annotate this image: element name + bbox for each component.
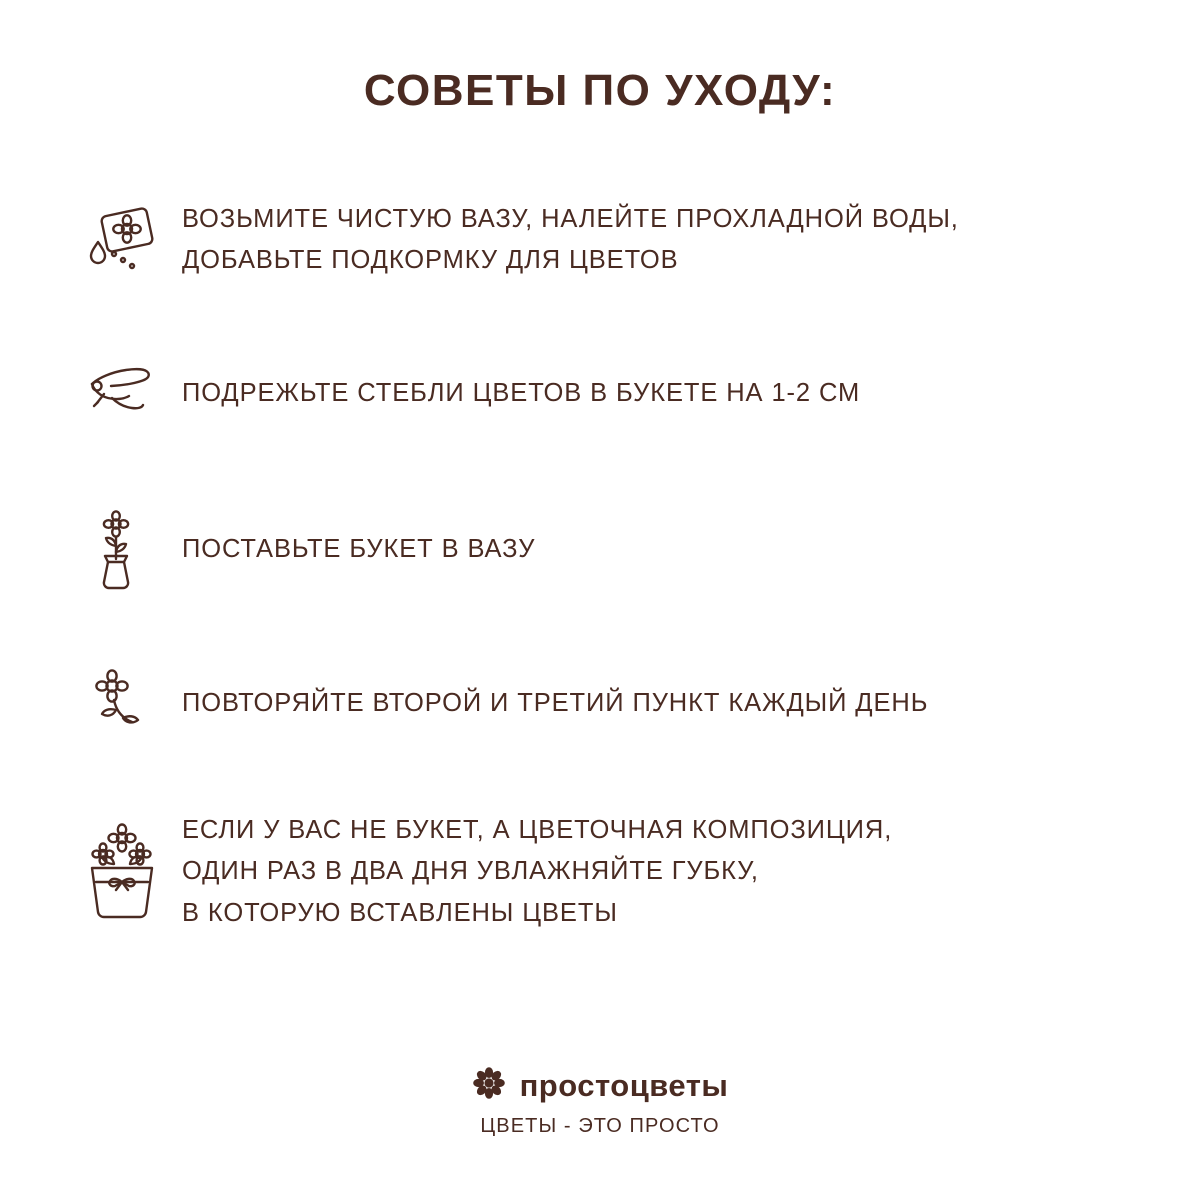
list-item [0,810,1200,934]
page-title: СОВЕТЫ ПО УХОДУ: [363,66,837,115]
flower-icon [62,660,182,748]
list-item-line: ПОСТАВЬТЕ БУКЕТ В ВАЗУ [182,535,536,564]
list-item [0,190,1200,290]
list-item-line: ПОВТОРЯЙТЕ ВТОРОЙ И ТРЕТИЙ ПУНКТ КАЖДЫЙ ДЕНЬ [182,689,929,718]
list-item [0,344,1200,444]
list-item [0,654,1200,754]
list-item-line: ВОЗЬМИТЕ ЧИСТУЮ ВАЗУ, НАЛЕЙТЕ ПРОХЛАДНОЙ ВОДЫ, [182,204,959,233]
brand-name: простоцветы [519,1067,729,1103]
list-item-text [182,810,892,934]
flower-logo-icon [472,1066,506,1105]
list-item-text [182,199,959,282]
flower-basket-icon [62,820,182,924]
list-item [0,500,1200,600]
pruning-shears-icon [62,350,182,438]
list-item-line: ЕСЛИ У ВАС НЕ БУКЕТ, А ЦВЕТОЧНАЯ КОМПОЗИЦИЯ, [182,816,893,844]
list-item-text [182,373,860,414]
list-item-line: ДОБАВЬТЕ ПОДКОРМКУ ДЛЯ ЦВЕТОВ [182,246,679,274]
flower-food-packet-icon [62,196,182,284]
tips-list [0,190,1200,1200]
list-item-text [182,529,535,570]
flower-in-vase-icon [62,506,182,594]
list-item-text [182,683,928,724]
list-item-line: ПОДРЕЖЬТЕ СТЕБЛИ ЦВЕТОВ В БУКЕТЕ НА 1-2 СМ [182,379,861,408]
list-item-line: ОДИН РАЗ В ДВА ДНЯ УВЛАЖНЯЙТЕ ГУБКУ, [182,857,759,886]
brand-logo [0,1066,1200,1105]
brand-tagline: ЦВЕТЫ - ЭТО ПРОСТО [480,1115,720,1137]
footer [0,1066,1200,1138]
list-item-line: В КОТОРУЮ ВСТАВЛЕНЫ ЦВЕТЫ [182,898,618,927]
